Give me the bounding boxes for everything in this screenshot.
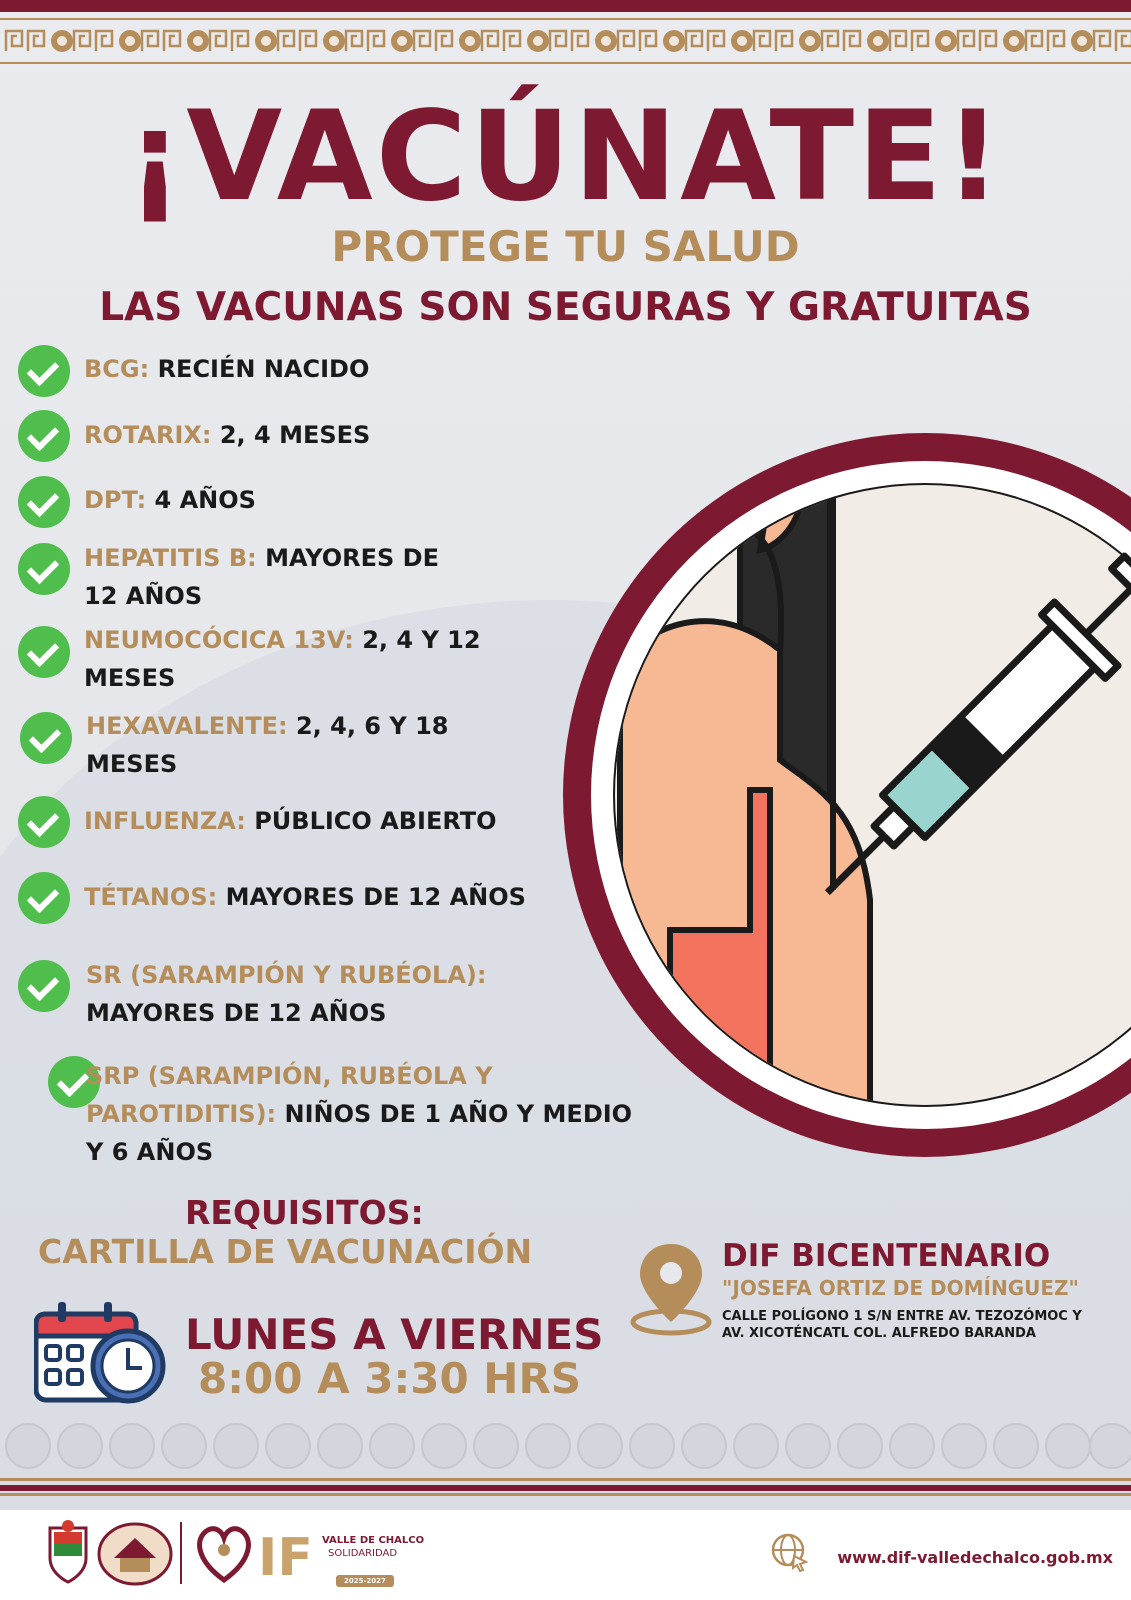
administration-period-badge: 2025-2027 <box>336 1575 394 1587</box>
dif-logo-text: IF <box>258 1528 313 1588</box>
vaccine-item <box>84 416 370 454</box>
check-icon <box>18 345 70 397</box>
divider-gold <box>0 1493 1131 1496</box>
vaccine-detail: MAYORES DE <box>265 544 439 572</box>
vaccine-detail: 2, 4, 6 Y 18 <box>295 712 449 740</box>
divider-maroon <box>0 1485 1131 1491</box>
vaccine-item <box>86 956 486 1032</box>
main-title: ¡VACÚNATE! <box>126 85 1005 229</box>
municipality-subname: SOLIDARIDAD <box>328 1548 398 1559</box>
check-icon <box>18 476 70 528</box>
vaccine-item <box>84 539 439 615</box>
address-line-2: AV. XICOTÉNCATL COL. ALFREDO BARANDA <box>722 1326 1036 1341</box>
vaccine-name: BCG: <box>84 355 150 383</box>
vaccine-detail-line2: MESES <box>86 750 178 778</box>
address-line-1: CALLE POLÍGONO 1 S/N ENTRE AV. TEZOZÓMOC Y <box>722 1309 1082 1324</box>
vaccine-detail: NIÑOS DE 1 AÑO Y MEDIO <box>284 1100 633 1128</box>
location-name: DIF BICENTENARIO <box>722 1238 1051 1274</box>
vaccine-name: SR (SARAMPIÓN Y RUBÉOLA): <box>86 961 487 989</box>
requirements-value: CARTILLA DE VACUNACIÓN <box>38 1232 533 1271</box>
municipal-coat-of-arms-logo <box>44 1518 92 1588</box>
vaccine-detail-line2: 12 AÑOS <box>84 582 203 610</box>
vaccine-item <box>84 878 526 916</box>
decorative-border-top <box>0 18 1131 64</box>
vaccine-name: SRP (SARAMPIÓN, RUBÉOLA Y <box>86 1062 493 1090</box>
check-icon <box>18 960 70 1012</box>
vaccine-item <box>84 350 369 388</box>
check-icon <box>18 410 70 462</box>
vaccine-name: TÉTANOS: <box>84 883 218 911</box>
vaccine-detail: 2, 4 Y 12 <box>362 626 481 654</box>
check-icon <box>18 872 70 924</box>
vaccine-detail: PÚBLICO ABIERTO <box>254 807 497 835</box>
globe-cursor-icon <box>770 1532 810 1572</box>
vaccine-detail-line2: MAYORES DE 12 AÑOS <box>86 999 387 1027</box>
vaccine-item <box>84 621 481 697</box>
decorative-medallion-row <box>0 1418 1131 1474</box>
location-subname: "JOSEFA ORTIZ DE DOMÍNGUEZ" <box>722 1276 1079 1300</box>
syringe-illustration <box>560 430 1131 1160</box>
vaccine-item <box>84 802 497 840</box>
check-icon <box>18 626 70 678</box>
check-icon <box>20 712 72 764</box>
location-address <box>722 1308 1122 1342</box>
check-icon <box>18 796 70 848</box>
vaccine-item <box>84 481 256 519</box>
schedule-days: LUNES A VIERNES <box>185 1310 604 1359</box>
vaccine-detail: MAYORES DE 12 AÑOS <box>225 883 526 911</box>
check-icon <box>18 543 70 595</box>
municipality-name: VALLE DE CHALCO <box>322 1535 425 1546</box>
subtitle: PROTEGE TU SALUD <box>331 222 800 271</box>
vaccine-name: INFLUENZA: <box>84 807 246 835</box>
top-bar <box>0 0 1131 12</box>
vaccine-item <box>86 707 448 783</box>
location-pin-icon <box>628 1240 714 1336</box>
vaccine-name: HEXAVALENTE: <box>86 712 288 740</box>
vaccine-detail: 4 AÑOS <box>154 486 256 514</box>
vaccine-detail-line2: MESES <box>84 664 176 692</box>
vaccine-name: ROTARIX: <box>84 421 212 449</box>
tagline: LAS VACUNAS SON SEGURAS Y GRATUITAS <box>99 285 1032 330</box>
vaccine-item <box>86 1057 632 1171</box>
vaccine-detail-line2: Y 6 AÑOS <box>86 1138 214 1166</box>
vaccine-name: NEUMOCÓCICA 13V: <box>84 626 354 654</box>
vaccine-name: DPT: <box>84 486 147 514</box>
dif-heart-logo <box>190 1520 258 1586</box>
vaccine-name: HEPATITIS B: <box>84 544 257 572</box>
divider-gold <box>0 1478 1131 1481</box>
vaccine-detail: RECIÉN NACIDO <box>157 355 370 383</box>
vaccine-name-line2: PAROTIDITIS): <box>86 1100 277 1128</box>
website-link[interactable]: www.dif-valledechalco.gob.mx <box>837 1548 1113 1567</box>
footer-separator <box>180 1522 182 1584</box>
requirements-title: REQUISITOS: <box>185 1193 424 1232</box>
schedule-hours: 8:00 A 3:30 HRS <box>198 1354 582 1403</box>
calendar-clock-icon <box>34 1300 169 1404</box>
valle-de-chalco-logo <box>96 1518 174 1588</box>
vaccine-detail: 2, 4 MESES <box>219 421 371 449</box>
